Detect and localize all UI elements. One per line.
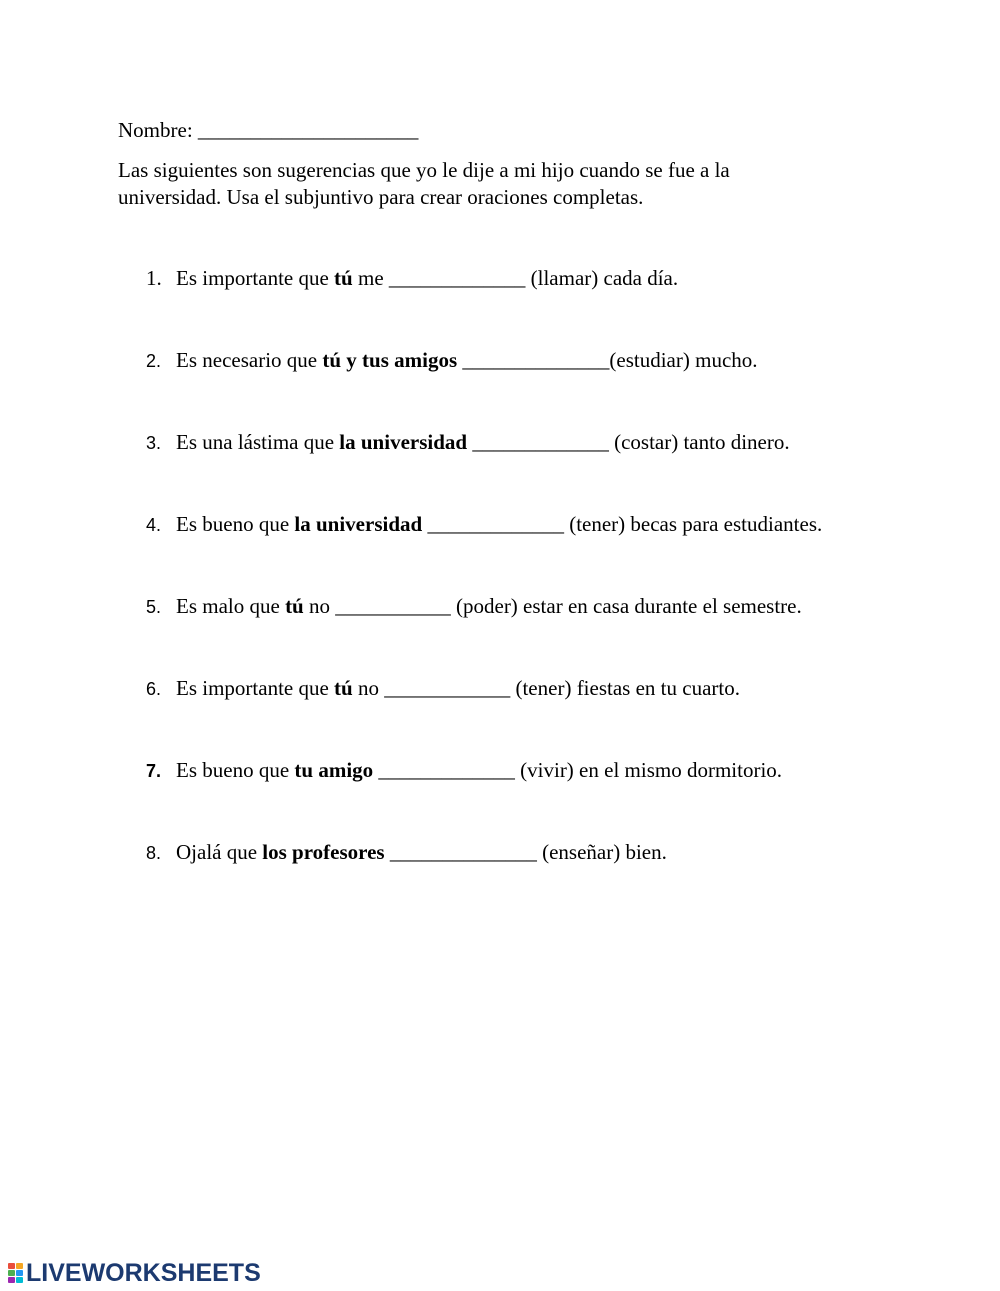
item-subject: la universidad xyxy=(339,430,468,454)
item-number: 1. xyxy=(146,266,162,290)
exercise-item xyxy=(146,838,667,867)
item-text-before: Es necesario que xyxy=(176,348,323,372)
exercise-item xyxy=(146,264,678,292)
item-text-before: Es bueno que xyxy=(176,512,295,536)
item-text-before: Es malo que xyxy=(176,594,286,618)
item-text-after: no ____________ (tener) fiestas en tu cuarto. xyxy=(352,676,740,700)
item-subject: los profesores xyxy=(262,840,385,864)
item-text-after: _____________ (costar) tanto dinero. xyxy=(467,430,790,454)
item-number: 3. xyxy=(146,433,162,453)
item-subject: tú xyxy=(334,676,353,700)
liveworksheets-logo[interactable] xyxy=(8,1260,261,1286)
item-number: 5. xyxy=(146,597,162,617)
item-number: 8. xyxy=(146,843,162,863)
item-text-after: _____________ (vivir) en el mismo dormitorio. xyxy=(373,758,783,782)
item-subject: tu amigo xyxy=(294,758,374,782)
item-number: 7. xyxy=(146,761,162,781)
item-text-before: Es una lástima que xyxy=(176,430,340,454)
exercise-item xyxy=(146,592,802,621)
liveworksheets-logo-icon xyxy=(8,1263,23,1283)
instructions: Las siguientes son sugerencias que yo le dije a mi hijo cuando se fue a la universidad. Usa el subjuntivo para crear oraciones completas. xyxy=(118,158,730,209)
exercise-item xyxy=(146,346,758,375)
name-line xyxy=(118,116,418,144)
item-number: 2. xyxy=(146,351,162,371)
name-label: Nombre: xyxy=(118,118,198,142)
item-text-before: Es importante que xyxy=(176,266,335,290)
item-subject: la universidad xyxy=(294,512,423,536)
exercise-item xyxy=(146,756,782,785)
logo-text: LIVEWORKSHEETS xyxy=(26,1259,261,1287)
item-text-after: me _____________ (llamar) cada día. xyxy=(352,266,679,290)
item-subject: tú y tus amigos xyxy=(322,348,458,372)
item-number: 4. xyxy=(146,515,162,535)
item-text-after: no ___________ (poder) estar en casa durante el semestre. xyxy=(303,594,802,618)
exercise-item xyxy=(146,510,822,539)
item-subject: tú xyxy=(285,594,304,618)
item-text-after: ______________(estudiar) mucho. xyxy=(457,348,758,372)
item-text-before: Ojalá que xyxy=(176,840,263,864)
item-text-after: _____________ (tener) becas para estudiantes. xyxy=(422,512,823,536)
exercise-item xyxy=(146,674,740,703)
item-text-after: ______________ (enseñar) bien. xyxy=(384,840,667,864)
item-subject: tú xyxy=(334,266,353,290)
item-number: 6. xyxy=(146,679,162,699)
name-blank[interactable]: _____________________ xyxy=(197,118,419,142)
item-text-before: Es importante que xyxy=(176,676,335,700)
exercise-item xyxy=(146,428,790,457)
item-text-before: Es bueno que xyxy=(176,758,295,782)
